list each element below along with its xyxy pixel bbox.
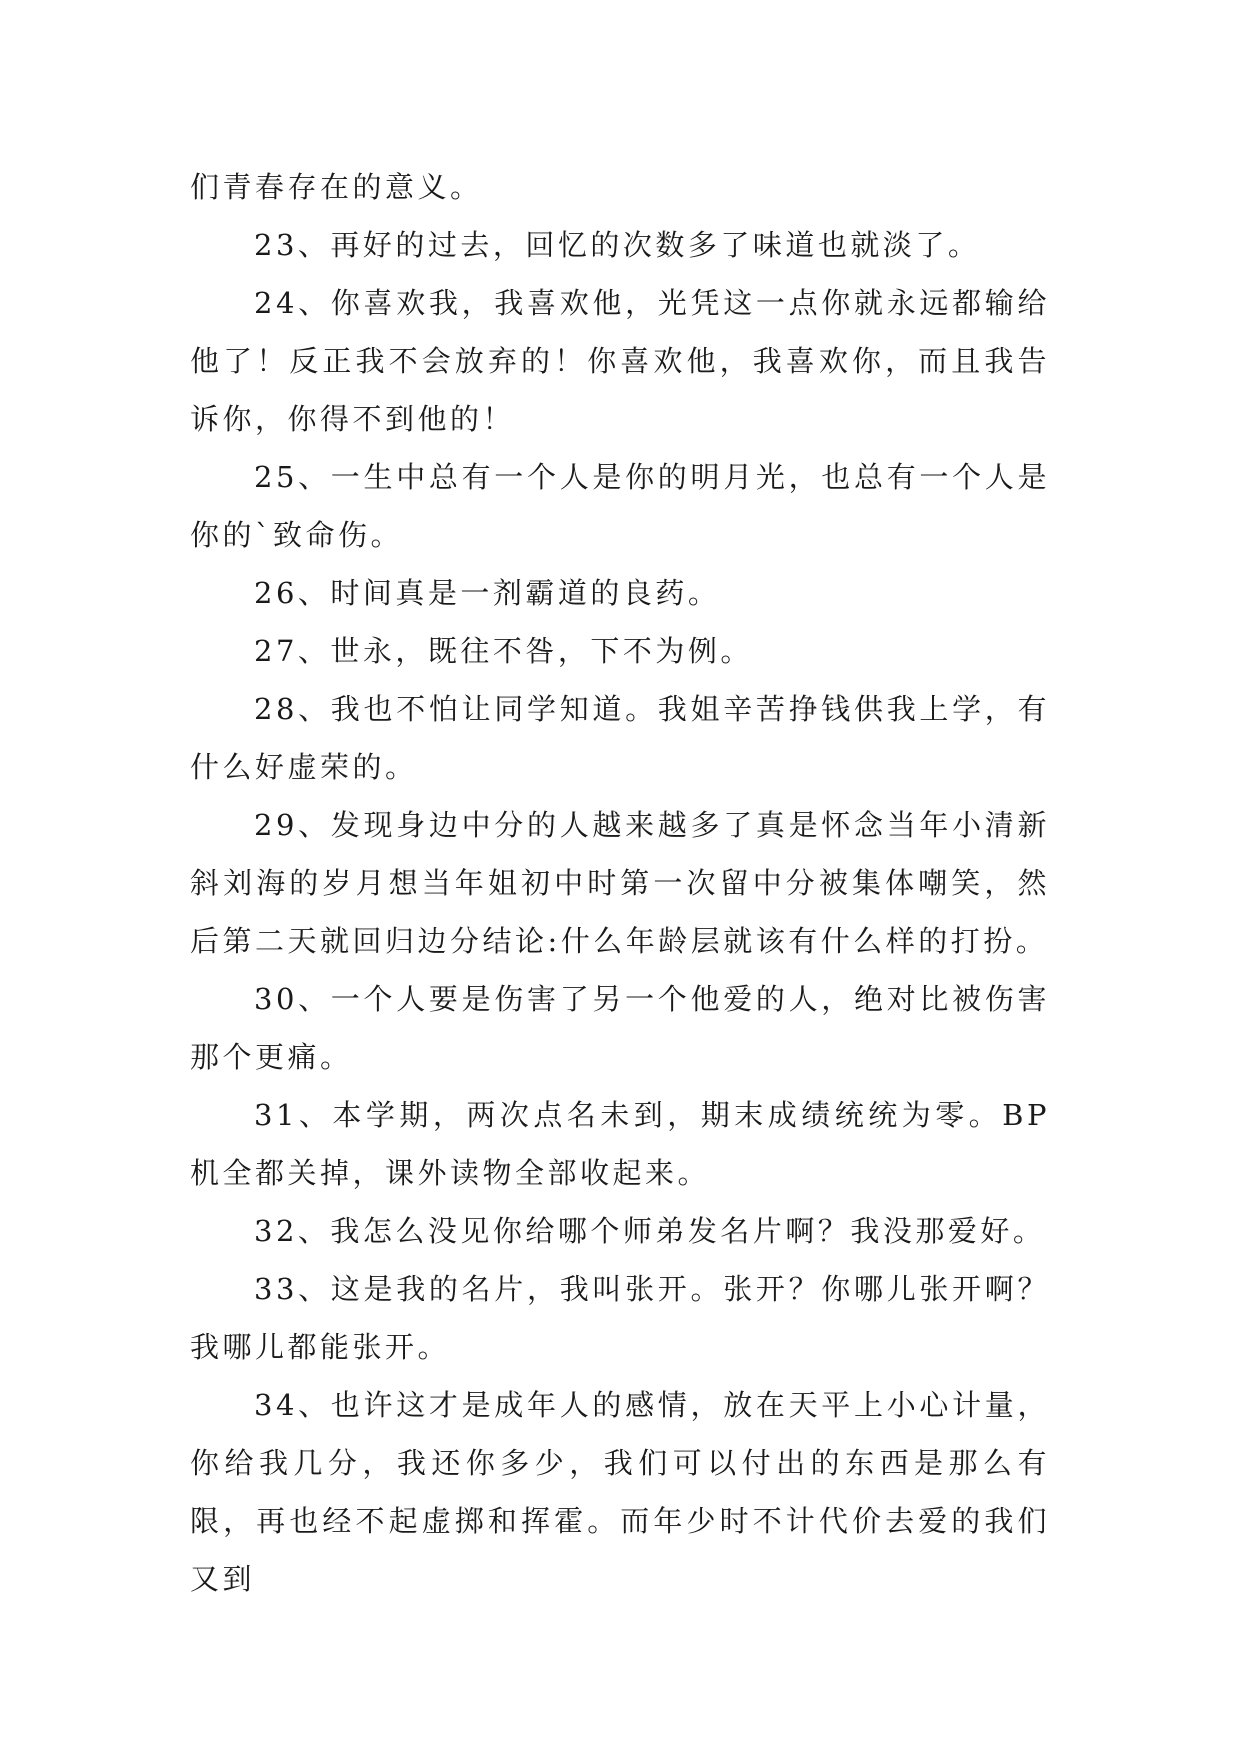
paragraph-29: 29、发现身边中分的人越来越多了真是怀念当年小清新斜刘海的岁月想当年姐初中时第一次留中分被集体嘲笑，然后第二天就回归边分结论:什么年龄层就该有什么样的打扮。 bbox=[190, 808, 1050, 958]
paragraph-25: 25、一生中总有一个人是你的明月光，也总有一个人是你的`致命伤。 bbox=[190, 460, 1050, 552]
paragraph-30: 30、一个人要是伤害了另一个他爱的人，绝对比被伤害那个更痛。 bbox=[190, 982, 1050, 1074]
paragraph-26: 26、时间真是一剂霸道的良药。 bbox=[254, 576, 721, 610]
document-body bbox=[190, 158, 1050, 1608]
paragraph-23: 23、再好的过去，回忆的次数多了味道也就淡了。 bbox=[254, 228, 981, 262]
paragraph-33: 33、这是我的名片，我叫张开。张开？你哪儿张开啊？我哪儿都能张开。 bbox=[190, 1272, 1050, 1364]
paragraph-28: 28、我也不怕让同学知道。我姐辛苦挣钱供我上学，有什么好虚荣的。 bbox=[190, 692, 1050, 784]
paragraph-31: 31、本学期，两次点名未到，期末成绩统统为零。BP机全都关掉，课外读物全部收起来。 bbox=[190, 1098, 1050, 1190]
paragraph-34: 34、也许这才是成年人的感情，放在天平上小心计量，你给我几分，我还你多少，我们可以付出的东西是那么有限，再也经不起虚掷和挥霍。而年少时不计代价去爱的我们又到 bbox=[190, 1388, 1050, 1596]
paragraph-27: 27、世永，既往不咎，下不为例。 bbox=[254, 634, 753, 668]
paragraph-continuation: 们青春存在的意义。 bbox=[190, 170, 483, 204]
paragraph-24: 24、你喜欢我，我喜欢他，光凭这一点你就永远都输给他了！反正我不会放弃的！你喜欢他，我喜欢你，而且我告诉你，你得不到他的！ bbox=[190, 286, 1050, 436]
paragraph-32: 32、我怎么没见你给哪个师弟发名片啊？我没那爱好。 bbox=[254, 1214, 1046, 1248]
